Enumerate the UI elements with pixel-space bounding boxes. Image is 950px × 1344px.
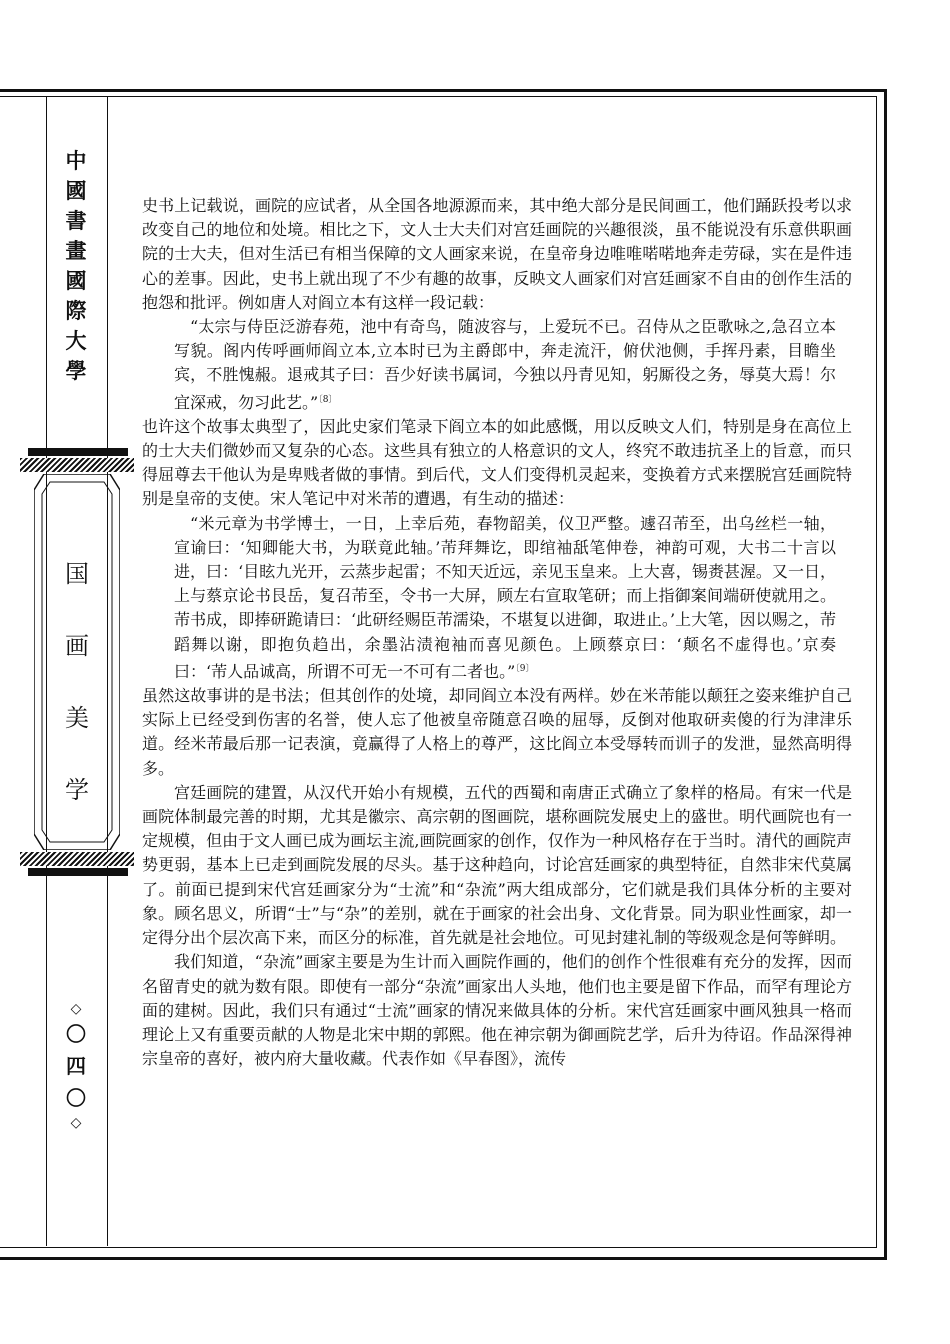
book-title-char: 美 (65, 704, 89, 732)
block-quote (142, 512, 852, 684)
cartouche-top-bar (28, 448, 128, 456)
series-title-char: 國 (65, 178, 87, 203)
series-title-char: 中 (65, 148, 87, 173)
series-title-char: 際 (65, 298, 87, 323)
book-title (52, 538, 102, 826)
paragraph: 虽然这故事讲的是书法；但其创作的处境，却同阎立本没有两样。妙在米芾能以颠狂之姿来维护自己实际上已经受到伤害的名誉，使人忘了他被皇帝随意召唤的屈辱，反倒对他取研卖傻的行为津津乐道。经米芾最后那一记表演，竟赢得了人格上的尊严，这比阎立本受辱转而训子的发泄，显然高明得多。 (142, 686, 852, 778)
paragraph: 史书上记载说，画院的应试者，从全国各地源源而来，其中绝大部分是民间画工，他们踊跃投考以求改变自己的地位和处境。相比之下，文人士大夫们对宫廷画院的兴趣很淡，虽不能说没有乐意供职画院的士大夫，但对生活已有相当保障的文人画家来说，在皇帝身边唯唯喏喏地奔走劳碌，实在是件违心的差事。因此，史书上就出现了不少有趣的故事，反映文人画家们对宫廷画家不自由的创作生活的抱怨和批评。例如唐人对阎立本有这样一段记载： (142, 196, 852, 312)
paragraph: 我们知道，“杂流”画家主要是为生计而入画院作画的，他们的创作个性很难有充分的发挥，因而名留青史的就为数有限。即使有一部分“杂流”画家出人头地，他们也主要是留下作品，而罕有理论方面的建树。因此，我们只有通过“士流”画家的情况来做具体的分析。宋代宫廷画家中画风独具一格而理论上又有重要贡献的人物是北宋中期的郭熙。他在神宗朝为御画院艺学，后升为待诏。作品深得神宗皇帝的喜好，被内府大量收藏。代表作如《早春图》，流传 (142, 952, 852, 1069)
book-title-char: 学 (65, 776, 89, 804)
series-title-char: 書 (65, 208, 87, 233)
quote-text (174, 512, 836, 684)
book-title-char: 画 (65, 632, 89, 660)
series-title (60, 146, 92, 386)
series-title-char: 畫 (65, 238, 87, 263)
paragraph: 宫廷画院的建置，从汉代开始小有规模，五代的西蜀和南唐正式确立了象样的格局。有宋一代是画院体制最完善的时期，尤其是徽宗、高宗朝的图画院，堪称画院发展史上的盛世。明代画院也有一定规模，但由于文人画已成为画坛主流,画院画家的创作，仅作为一种风格存在于当时。清代的画院声势更弱，基本上已走到画院发展的尽头。基于这种趋向，讨论宫廷画家的典型特征，自然非宋代莫属了。前面已提到宋代宫廷画家分为“士流”和“杂流”两大组成部分，它们就是我们具体分析的主要对象。顾名思义，所谓“士”与“杂”的差别，就在于画家的社会出身、文化背景。同为职业性画家，却一定得分出个层次高下来，而区分的标准，首先就是社会地位。可见封建礼制的等级观念是何等鲜明。 (142, 782, 852, 948)
quote-text (174, 315, 836, 415)
paragraph: 也许这个故事太典型了，因此史家们笔录下阎立本的如此感慨，用以反映文人们，特别是身在高位上的士大夫们微妙而又复杂的心态。这些具有独立的人格意识的文人，终究不敢违抗圣上的旨意，而只得屈尊去干他认为是卑贱者做的事情。到后代，文人们变得机灵起来，变换着方式来摆脱宫廷画院特别是皇帝的支使。宋人笔记中对米芾的遭遇，有生动的描述： (142, 416, 852, 509)
body-text (142, 194, 852, 1071)
series-title-char: 大 (65, 328, 87, 353)
page-number-digit: 〇 (66, 1022, 86, 1046)
block-quote (142, 315, 852, 415)
diamond-icon: ◇ (70, 1115, 82, 1131)
cartouche-bottom-bar (28, 868, 128, 876)
page-number-digit: 四 (66, 1054, 86, 1078)
cartouche-top-hatch (20, 458, 134, 472)
series-title-char: 學 (65, 358, 87, 383)
book-title-char: 国 (65, 560, 89, 588)
footnote-ref: 〔9〕 (515, 663, 535, 674)
page-number (56, 1000, 96, 1132)
quote-body: “米元章为书学博士，一日，上幸后苑，春物韶美，仪卫严整。遽召芾至，出乌丝栏一轴，宣谕曰：‘知卿能大书，为联竟此轴。’芾拜舞讫，即绾袖舐笔伸卷，神韵可观，大书二十言以进，曰：‘目眩九光开，云蒸步起雷；不知天近远，亲见玉皇来。上大喜，锡赉甚渥。又一日，上与蔡京论书艮岳，复召芾至，令书一大屏，顾左右宣取笔研；而上指御案间端研使就用之。芾书成，即捧研跪请曰：‘此研经赐臣芾濡染，不堪复以进御，取进止。’上大笔，因以赐之，芾蹈舞以谢，即抱负趋出，余墨沾渍袍袖而喜见颜色。上顾蔡京曰：‘颠名不虚得也。’京奏曰：‘芾人品诚高，所谓不可无一不可有二者也。” (174, 513, 836, 681)
footnote-ref: 〔8〕 (318, 394, 338, 405)
diamond-icon: ◇ (70, 1001, 82, 1017)
quote-body: “太宗与侍臣泛游春苑，池中有奇鸟，随波容与，上爱玩不已。召侍从之臣歌咏之,急召立本写貌。阁内传呼画师阎立本,立本时已为主爵郎中，奔走流汗，俯伏池侧，手挥丹素，目瞻坐宾，不胜愧赧。退戒其子曰：吾少好读书属词，今独以丹青见知，躬厮役之务，辱莫大焉！尔宜深戒，勿习此艺。” (174, 317, 836, 412)
cartouche-bottom-hatch (20, 852, 134, 866)
series-title-char: 國 (65, 268, 87, 293)
page-number-digit: 〇 (66, 1086, 86, 1110)
